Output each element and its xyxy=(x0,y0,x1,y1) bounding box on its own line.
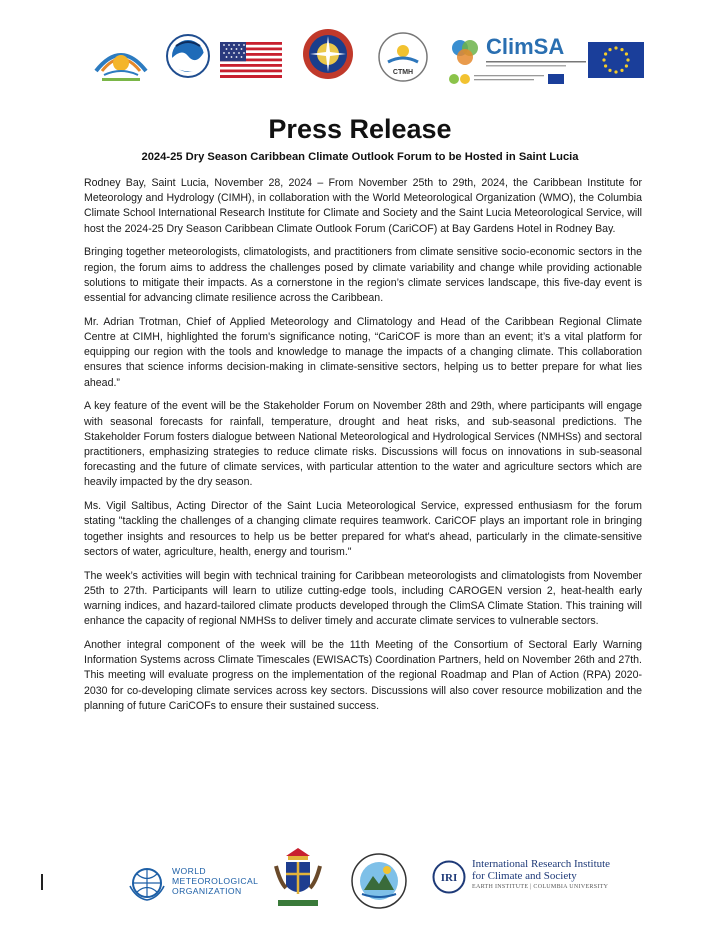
saint-lucia-coat-of-arms xyxy=(272,846,324,910)
paragraph-forum-purpose: Bringing together meteorologists, climatologists, and practitioners from climate sensitive socio-economic sectors in the region, the forum aims to address the challenges posed by climate variability and change while providing actionable solutions to mitigate their impacts. As a cornerstone in the region’s climate services landscape, this five-day event is essential for advancing climate resilience across the Caribbean. xyxy=(84,246,642,305)
iri-logo xyxy=(432,858,612,904)
paragraph-intro: Rodney Bay, Saint Lucia, November 28, 2024 – From November 25th to 29th, 2024, the Caribbean Institute for Meteorology and Hydrology (CIMH), in collaboration with the World Meteorological Organization (WMO), the Columbia Climate School International Research Institute for Climate and Society and the Saint Lucia Meteorological Service, will host the 2024-25 Dry Season Caribbean Climate Outlook Forum (CariCOF) at Bay Gardens Hotel in Rodney Bay. xyxy=(84,177,642,235)
svg-text:CTMH: CTMH xyxy=(392,69,414,76)
paragraph-trotman-quote: Mr. Adrian Trotman, Chief of Applied Meteorology and Climatology and Head of the Caribbean Regional Climate Centre at CIMH, highlighted the forum's significance noting, “CariCOF is more than an event; it’s a vital platform for equipping our region with the tools and knowledge to manage the impacts of a changing climate. This collaboration ensures that science informs decision-making in climate-sensitive sectors, helping us to better prepare for what lies ahead.” xyxy=(84,315,642,389)
page-subtitle: 2024-25 Dry Season Caribbean Climate Outlook Forum to be Hosted in Saint Lucia xyxy=(141,151,579,163)
wmo-wordmark xyxy=(172,866,258,896)
iri-line-2: for Climate and Society xyxy=(472,870,577,882)
iri-line-1: International Research Institute xyxy=(472,858,611,870)
saint-lucia-met-service-logo xyxy=(350,852,408,910)
paragraph-saltibus-quote: Ms. Vigil Saltibus, Acting Director of the Saint Lucia Meteorological Service, expressed enthusiasm for the forum stating "tackling the challenges of a changing climate requires teamwork. CariCOF plays an important role in bringing together insights and resources to help us be better prepared for what's ahead, particularly in the climate-sensitive sectors of water, agriculture, health, energy and tourism." xyxy=(84,500,642,558)
wmo-line-1: WORLD xyxy=(172,866,206,876)
partner-logo-bar xyxy=(90,28,650,88)
paragraph-technical-training: The week’s activities will begin with technical training for Caribbean meteorologists and climatologists from November 25th to 27th. Participants will learn to utilize cutting-edge tools, including CAROGEN version 2, heat-health early warning indices, and hazard-tailored climate products developed through the ClimSA Climate Station. This training will enhance the capacity of regional NMHSs to deliver timely and accurate climate services to vulnerable sectors. xyxy=(84,569,642,628)
footer-logo-bar xyxy=(0,846,720,910)
iri-emblem-icon xyxy=(432,860,466,894)
climsa-tagline-graphic xyxy=(486,60,586,68)
text-cursor xyxy=(41,874,43,890)
page-title: Press Release xyxy=(268,114,452,144)
wmo-logo xyxy=(128,862,268,906)
ctmh-logo xyxy=(378,32,428,82)
wmo-line-2: METEOROLOGICAL xyxy=(172,876,259,886)
article-body xyxy=(84,176,642,723)
paragraph-ewisacts-meeting: Another integral component of the week will be the 11th Meeting of the Consortium of Sectoral Early Warning Information Systems across Climate Timescales (EWISACTs) Coordination Partners, held on November 26th and 27th. This meeting will evaluate progress on the implementation of the regional Roadmap and Plan of Action (RPA) 2020-2030 for co-developing climate services across key sectors. Discussions will also cover resource mobilization and the planning of future CariCOFs to ensure their sustained success. xyxy=(84,639,642,712)
svg-text:IRI: IRI xyxy=(440,872,458,884)
climsa-logo xyxy=(448,36,588,88)
climsa-wordmark: ClimSA xyxy=(486,34,565,59)
cmo-logo xyxy=(302,28,354,80)
us-flag xyxy=(220,42,282,78)
climsa-emblem-icon xyxy=(448,36,482,70)
iri-wordmark xyxy=(472,858,610,882)
climsa-partner-strip xyxy=(448,72,568,86)
wmo-emblem-icon xyxy=(128,864,166,902)
noaa-logo xyxy=(166,34,210,78)
iri-affiliation: EARTH INSTITUTE | COLUMBIA UNIVERSITY xyxy=(472,884,609,890)
cimh-logo xyxy=(90,33,152,85)
paragraph-stakeholder-forum: A key feature of the event will be the Stakeholder Forum on November 28th and 29th, where participants will engage with seasonal forecasts for rainfall, temperature, drought and heat risks, and sub-seasonal predictions. The Stakeholder Forum fosters dialogue between National Meteorological and Hydrological Services (NMHSs) and sectoral practitioners, emphasizing strategies to reduce climate risks. Discussions will focus on innovations in sub-seasonal forecasting and the future of climate services, with particular attention to the water and agriculture sectors which are heavily impacted by the dry season. xyxy=(84,400,642,489)
wmo-line-3: ORGANIZATION xyxy=(172,886,242,896)
eu-flag xyxy=(588,42,644,78)
